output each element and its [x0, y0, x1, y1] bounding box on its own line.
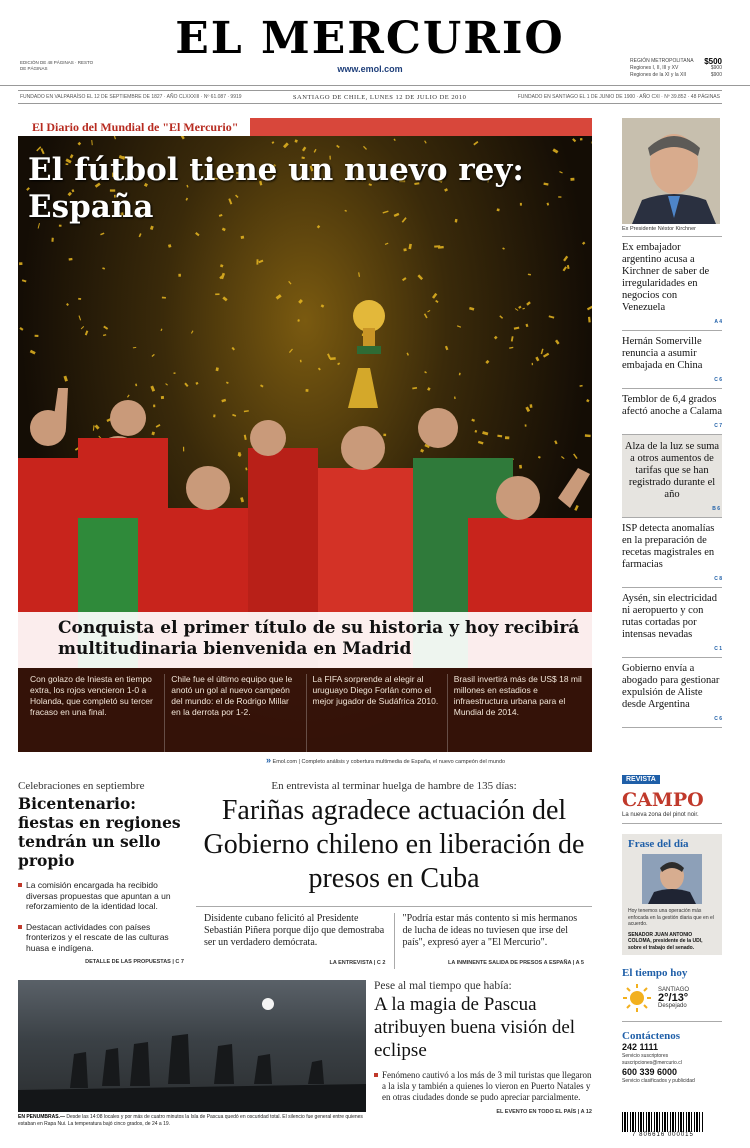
feature-headline[interactable]: El fútbol tiene un nuevo rey: España — [28, 152, 524, 225]
page-ref: LA ENTREVISTA | C 2 — [329, 960, 386, 966]
sidebar — [622, 118, 722, 728]
farinas-story[interactable] — [196, 780, 592, 969]
page-ref: C 7 — [714, 423, 722, 429]
main-feature[interactable] — [18, 118, 592, 752]
portrait-illustration — [622, 118, 720, 224]
page-ref: C 8 — [714, 576, 722, 582]
story-headline: Bicentenario: fiestas en regiones tendrán un sello propio — [18, 794, 181, 870]
story-columns — [196, 906, 592, 969]
sidebar-story-text: Alza de la luz se suma a otros aumentos de tarifas que se han registrado durante el año — [624, 441, 720, 500]
phone-number[interactable]: 242 1111 — [622, 1042, 659, 1052]
feature-column: La FIFA sorprende al elegir al uruguayo Diego Forlán como el mejor jugador de Sudáfrica 2010. — [307, 674, 448, 752]
story-kicker: Pese al mal tiempo que había: — [374, 980, 512, 992]
feature-columns — [18, 668, 592, 752]
sidebar-story[interactable] — [622, 518, 722, 588]
frase-title: Frase del día — [628, 838, 689, 850]
section-kicker: El Diario del Mundial de "El Mercurio" — [18, 118, 254, 136]
eclipse-story[interactable] — [374, 980, 592, 1115]
newspaper-title: EL MERCURIO — [175, 13, 565, 64]
story-column — [395, 913, 593, 969]
feature-column: Brasil invertirá más de US$ 18 mil millones en estadios e infraestructura urbana para el Mundial de 2014. — [453, 674, 582, 717]
caption-text: Desde las 14:08 locales y por más de cuatro minutos la Isla de Pascua quedó en oscuridad total. El silencio fue general entre quienes estaban en Rapa Nui. La temperatura bajó cinco grados, de 24 a 19. — [18, 1114, 363, 1127]
page-ref: LA INMINENTE SALIDA DE PRESOS A ESPAÑA | A 5 — [448, 960, 584, 966]
bicentenario-story[interactable] — [18, 780, 184, 965]
revista-label: REVISTA — [622, 775, 660, 784]
weather-city: SANTIAGO — [658, 987, 690, 993]
sun-icon — [622, 983, 652, 1013]
sidebar-story-highlight[interactable] — [622, 435, 722, 518]
story-kicker: Celebraciones en septiembre — [18, 780, 145, 792]
page-ref: C 1 — [714, 646, 722, 652]
portrait-illustration — [642, 854, 702, 904]
story-column-text: Disidente cubano felicitó al Presidente Sebastián Piñera porque dijo que demostraba ser un verdadero demócrata. — [204, 913, 385, 948]
page-ref: EL EVENTO EN TODO EL PAÍS | A 12 — [496, 1109, 592, 1115]
weather-title: El tiempo hoy — [622, 967, 688, 979]
website-link[interactable]: www.emol.com — [337, 64, 403, 74]
barcode — [622, 1112, 704, 1132]
phone-desc: Servicio clasificados y publicidad — [622, 1078, 695, 1084]
sidebar-story-text: Aysén, sin electricidad ni aeropuerto y con rutas cortadas por intensas nevadas — [622, 593, 717, 640]
story-column-text: "Podría estar más contento si mis hermanos de lucha de ideas no tuviesen que irse del país", expresó ayer a "El Mercurio". — [402, 913, 578, 948]
page-ref: C 6 — [714, 377, 722, 383]
sidebar-story[interactable] — [622, 237, 722, 331]
page-ref: B 6 — [712, 506, 720, 512]
sidebar-story-text: Ex embajador argentino acusa a Kirchner de saber de irregularidades en negocios con Venezuela — [622, 242, 710, 313]
dateline-left: FUNDADO EN VALPARAÍSO EL 12 DE SEPTIEMBRE DE 1827 · AÑO CLXXXIII · Nº 61.087 · 9919 — [20, 94, 242, 100]
sidebar-story-text: ISP detecta anomalías en la preparación de recetas magistrales en farmacias — [622, 523, 715, 570]
page-ref: C 6 — [714, 716, 722, 722]
sidebar-story-text: Temblor de 6,4 grados afectó anoche a Calama — [622, 394, 722, 417]
price-box — [630, 58, 722, 79]
page-ref: DETALLE DE LAS PROPUESTAS | C 7 — [85, 959, 184, 965]
eclipse-photo — [18, 980, 366, 1112]
weather-desc: Despejado — [658, 1003, 687, 1009]
story-body: Fenómeno cautivó a los más de 3 mil turistas que llegaron a la isla y también a quienes lo vieron en Puerto Natales y en otras ciudades donde se pudo apreciar parcialmente. — [374, 1070, 592, 1103]
barcode-number: 7 806616 000015 — [632, 1132, 694, 1138]
emol-promo-text: Emol.com | Completo análisis y cobertura multimedia de España, el nuevo campeón del mundo — [272, 759, 506, 765]
sidebar-story[interactable] — [622, 658, 722, 728]
story-headline: A la magia de Pascua atribuyen buena visión del eclipse — [374, 994, 576, 1061]
phone-number[interactable]: 600 339 6000 — [622, 1067, 678, 1077]
feature-column: Con golazo de Iniesta en tiempo extra, los rojos vencieron 1-0 a Holanda, que completó su tercer fracaso en una final. — [24, 674, 165, 752]
emol-promo[interactable] — [266, 755, 592, 765]
sidebar-story[interactable] — [622, 389, 722, 435]
dateline-date: SANTIAGO DE CHILE, LUNES 12 DE JULIO DE 2010 — [292, 93, 467, 101]
kirchner-photo — [622, 118, 720, 224]
feature-subheadline: Conquista el primer título de su historia y hoy recibirá multitudinaria bienvenida en Madrid — [18, 612, 592, 668]
senator-photo — [642, 854, 702, 904]
dateline — [18, 90, 722, 104]
price-row-value: $900 — [710, 65, 722, 71]
price-row-label: Regiones I, II, III y XV — [630, 65, 679, 71]
contact-box — [622, 1042, 722, 1085]
photo-caption — [18, 1114, 366, 1128]
frase-quote: Hoy tenemos una operación más enfocada en la gestión diaria que en el acuerdo. — [628, 908, 714, 927]
phone-desc: Servicio suscriptores suscripciones@mercurio.cl — [622, 1053, 682, 1066]
sidebar-story-text: Hernán Somerville renuncia a asumir embajada en China — [622, 336, 703, 371]
campo-subtitle: La nueva zona del pinot noir. — [622, 812, 722, 824]
story-headline: Fariñas agradece actuación del Gobierno chileno en liberación de presos en Cuba — [203, 795, 585, 894]
story-bullet: La comisión encargada ha recibido diversas propuestas que apuntan a un reforzamiento de la identidad local. — [18, 880, 184, 912]
weather-text — [658, 986, 689, 1010]
masthead-left-note: EDICIÓN DE 48 PÁGINAS · RESTO DE PÁGINAS — [20, 60, 94, 71]
story-kicker: En entrevista al terminar huelga de hambre de 135 días: — [271, 780, 517, 792]
price-row-value: $900 — [710, 72, 722, 78]
story-bullet: Destacan actividades con países fronterizos y el rescate de las culturas huasa e indígena. — [18, 922, 184, 954]
right-column — [622, 768, 722, 1085]
price-region-label: REGIÓN METROPOLITANA — [630, 58, 694, 64]
feature-column: Chile fue el último equipo que le anotó un gol al nuevo campeón del mundo: el de Rodrigo Millar en la derrota por 1-2. — [165, 674, 306, 752]
moai-eclipse-illustration — [18, 980, 366, 1112]
campo-title[interactable]: CAMPO — [622, 789, 704, 811]
page-ref: A 4 — [714, 319, 722, 325]
sidebar-story[interactable] — [622, 331, 722, 389]
weather-temp: 2°/13° — [658, 992, 689, 1004]
sidebar-story[interactable] — [622, 588, 722, 658]
caption-lead: EN PENUMBRAS.— — [18, 1114, 65, 1120]
frase-author: SENADOR JUAN ANTONIO COLOMA, presidente de la UDI, sobre el trabajo del senado. — [628, 931, 703, 951]
photo-caption: Ex Presidente Néstor Kirchner — [622, 224, 722, 237]
price-value: $500 — [704, 57, 722, 66]
double-arrow-icon: » — [266, 755, 272, 765]
price-row-label: Regiones de la XI y la XII — [630, 72, 687, 78]
frase-del-dia — [622, 834, 722, 955]
sidebar-story-text: Gobierno envía a abogado para gestionar expulsión de Aliste desde Argentina — [622, 663, 720, 710]
masthead — [0, 0, 750, 86]
weather-box — [622, 983, 722, 1022]
story-column — [196, 913, 395, 969]
contact-title: Contáctenos — [622, 1030, 681, 1042]
dateline-right: FUNDADO EN SANTIAGO EL 1 DE JUNIO DE 1900 · AÑO CXI · Nº 39.852 · 48 PÁGINAS — [517, 94, 720, 100]
trophy-icon — [346, 298, 392, 358]
